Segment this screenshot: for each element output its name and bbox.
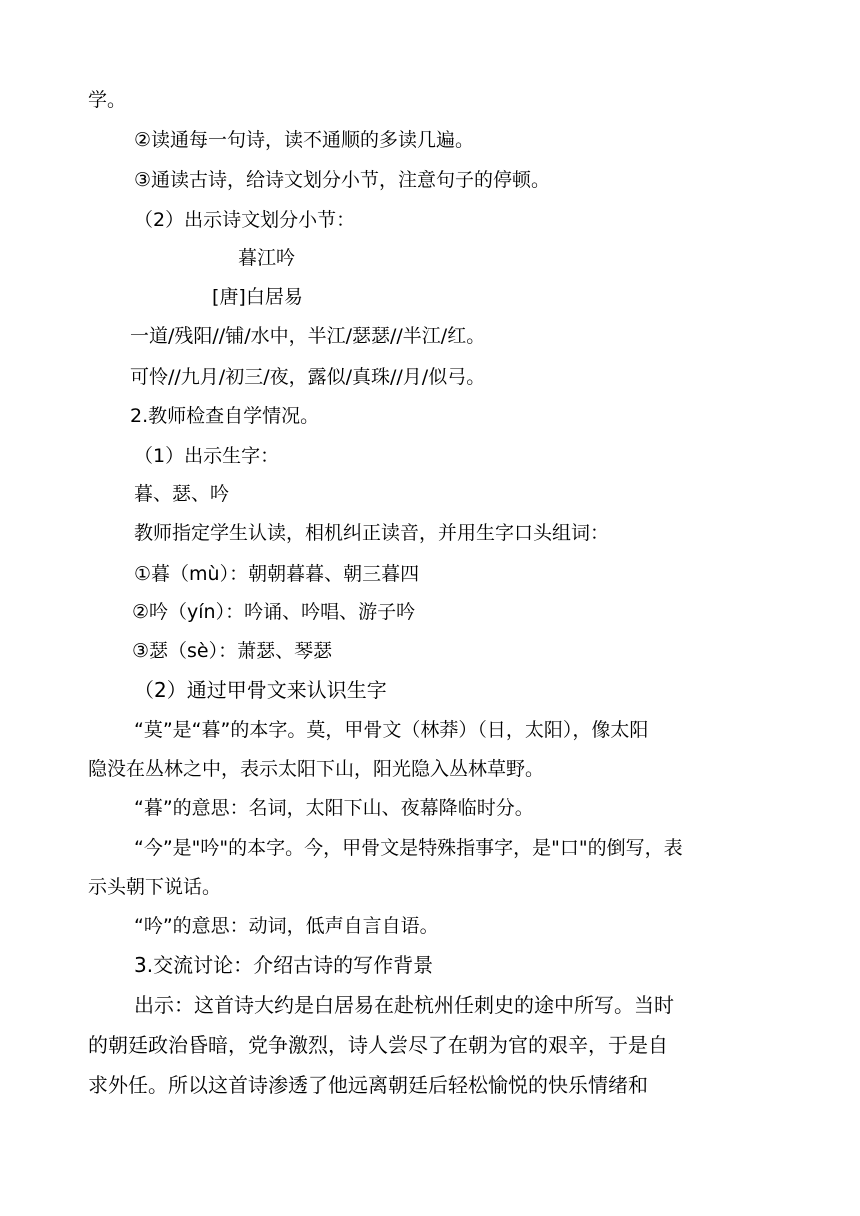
text-line: ③瑟（sè）：萧瑟、琴瑟 bbox=[132, 640, 333, 662]
section-heading: 2.教师检查自学情况。 bbox=[130, 405, 320, 427]
text-line: 学。 bbox=[88, 89, 127, 111]
text-line: 教师指定学生认读，相机纠正读音，并用生字口头组词： bbox=[134, 522, 610, 544]
poem-title: 暮江吟 bbox=[238, 247, 296, 269]
text-line: 求外任。所以这首诗渗透了他远离朝廷后轻松愉悦的快乐情绪和 bbox=[88, 1073, 648, 1097]
text-line: ③通读古诗，给诗文划分小节，注意句子的停顿。 bbox=[134, 169, 551, 191]
poem-line: 可怜//九月/初三/夜，露似/真珠//月/似弓。 bbox=[130, 366, 486, 388]
text-line: “吟”的意思：动词，低声自言自语。 bbox=[134, 915, 439, 937]
text-line: 出示：这首诗大约是白居易在赴杭州任刺史的途中所写。当时 bbox=[134, 993, 674, 1017]
text-line: 的朝廷政治昏暗，党争激烈，诗人尝尽了在朝为官的艰辛，于是自 bbox=[88, 1033, 668, 1057]
text-line: ②读通每一句诗，读不通顺的多读几遍。 bbox=[134, 129, 475, 151]
text-line: “暮”的意思：名词，太阳下山、夜幕降临时分。 bbox=[134, 797, 534, 819]
text-line: 示头朝下说话。 bbox=[88, 876, 222, 898]
text-line: “今”是"吟"的本字。今，甲骨文是特殊指事字，是"口"的倒写，表 bbox=[134, 837, 683, 859]
text-line: 隐没在丛林之中，表示太阳下山，阳光隐入丛林草野。 bbox=[88, 758, 545, 780]
text-line: “莫”是“暮”的本字。莫，甲骨文（林莽）（日，太阳），像太阳 bbox=[134, 719, 649, 741]
text-line: ①暮（mù）：朝朝暮暮、朝三暮四 bbox=[134, 563, 420, 585]
subsection-heading: （1）出示生字： bbox=[134, 445, 280, 467]
text-line: 暮、瑟、吟 bbox=[134, 483, 230, 505]
text-line: ②吟（yín）：吟诵、吟唱、游子吟 bbox=[132, 601, 416, 623]
section-heading: 3.交流讨论：介绍古诗的写作背景 bbox=[134, 953, 434, 977]
poem-author: [唐]白居易 bbox=[212, 286, 303, 308]
poem-line: 一道/残阳//铺/水中，半江/瑟瑟//半江/红。 bbox=[130, 325, 486, 347]
subsection-heading: （2）通过甲骨文来认识生字 bbox=[134, 678, 387, 702]
subsection-heading: （2）出示诗文划分小节： bbox=[134, 209, 356, 231]
